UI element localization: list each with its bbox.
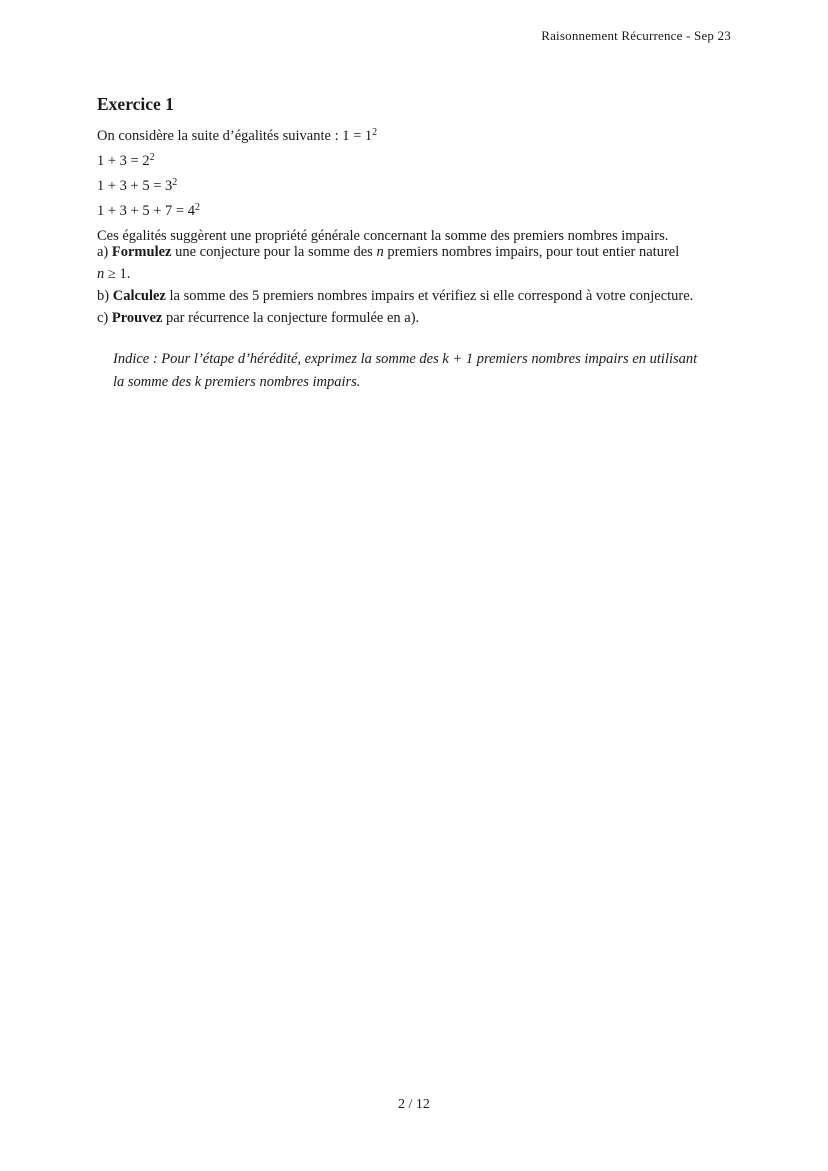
question-a-line2-rest: ≥ 1.	[104, 266, 131, 282]
hint-block	[113, 348, 753, 394]
question-a-var: n	[376, 244, 384, 260]
equation-line-1	[97, 149, 762, 174]
page-number: 2 / 12	[398, 1097, 430, 1112]
question-c-label: c)	[97, 310, 112, 326]
question-a-label: a)	[97, 244, 112, 260]
equation-line-3	[97, 199, 762, 224]
question-b-verb: Calculez	[112, 288, 166, 304]
intro-line	[97, 124, 762, 149]
equation-3-exponent: 2	[194, 202, 200, 213]
equation-3-body: 1 + 3 + 5 + 7 = 4	[97, 203, 195, 219]
questions-block	[97, 241, 762, 329]
question-b-text: la somme des 5 premiers nombres impairs et vérifiez si elle correspond à votre conjecture.	[165, 288, 694, 304]
hint-line-2: la somme des k premiers nombres impairs.	[113, 374, 361, 390]
equation-2-body: 1 + 3 + 5 = 3	[97, 178, 173, 194]
equation-line-2	[97, 174, 762, 199]
page-header	[0, 28, 731, 44]
question-a-text-after-var: premiers nombres impairs, pour tout entier naturel	[383, 244, 680, 260]
page-footer	[0, 1097, 828, 1113]
question-c-verb: Prouvez	[111, 310, 163, 326]
question-b-line	[97, 285, 762, 307]
question-a-line-1	[97, 241, 762, 263]
question-a-text-before-var: une conjecture pour la somme des	[171, 244, 377, 260]
question-a-line-2	[97, 263, 762, 285]
remark-line: Ces égalités suggèrent une propriété générale concernant la somme des premiers nombres impairs.	[97, 228, 669, 244]
exercise-title: Exercice 1	[97, 94, 174, 114]
question-a-line2-var: n	[97, 266, 105, 282]
header-title: Raisonnement Récurrence - Sep 23	[541, 28, 731, 43]
equalities-block	[97, 124, 762, 249]
equation-1-body: 1 + 3 = 2	[97, 153, 150, 169]
question-c-line	[97, 307, 762, 329]
hint-line-1: Indice : Pour l’étape d’hérédité, exprimez la somme des k + 1 premiers nombres impairs en utilisant	[113, 351, 698, 367]
equation-2-exponent: 2	[172, 177, 178, 188]
question-c-text: par récurrence la conjecture formulée en a).	[162, 310, 420, 326]
intro-text: On considère la suite d’égalités suivante : 1 = 1	[97, 128, 373, 144]
question-b-label: b)	[97, 288, 113, 304]
equation-1-exponent: 2	[149, 152, 155, 163]
intro-exponent: 2	[372, 127, 378, 138]
question-a-verb: Formulez	[111, 244, 172, 260]
